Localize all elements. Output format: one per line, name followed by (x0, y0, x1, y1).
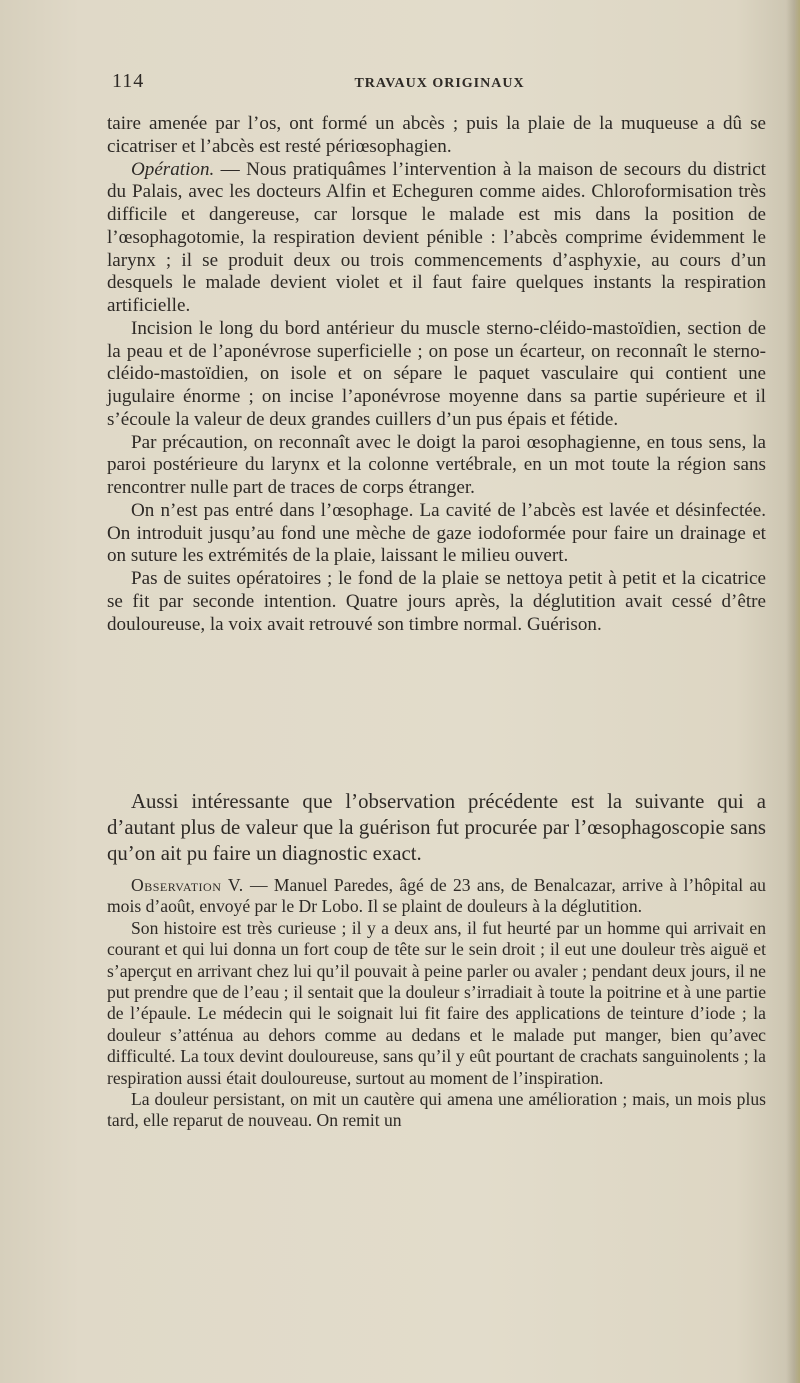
page-edge-shadow (786, 0, 800, 1383)
paragraph: Aussi intéressante que l’observation précédente est la suivante qui a d’autant plus de valeur que la guérison fut procurée par l’œsophagoscopie sans qu’on ait pu faire un diagnostic exact. (107, 790, 766, 865)
paragraph: Son histoire est très curieuse ; il y a deux ans, il fut heurté par un homme qui arrivait en courant et qui lui donna un fort coup de tête sur le sein droit ; il eut une douleur très aiguë et s’aperçut en arrivant chez lui qu’il pouvait à peine parler ou avaler ; pendant deux jours, il ne put prendre que de l’eau ; il sentait que la douleur s’irradiait à toute la poitrine et à une partie de l’épaule. Le médecin qui le soignait lui fit faire des applications de teinture d’iode ; la douleur s’atténua au dehors comme au dedans et le malade put manger, bien qu’avec difficulté. La toux devint douloureuse, sans qu’il y eût pourtant de crachats sanguinolents ; la respiration aussi était douloureuse, surtout au moment de l’inspiration. (107, 917, 766, 1088)
intro-paragraph (107, 789, 766, 867)
paragraph-operation (107, 159, 766, 318)
paragraph: Par précaution, on reconnaît avec le doigt la paroi œsophagienne, en tous sens, la paroi postérieure du larynx et la colonne vertébrale, en un mot toute la région sans rencontrer nulle part de traces de corps étranger. (107, 431, 766, 498)
paragraph: On n’est pas entré dans l’œsophage. La cavité de l’abcès est lavée et désinfectée. On introduit jusqu’au fond une mèche de gaze iodoformée pour faire un drainage et on suture les extrémités de la plaie, laissant le milieu ouvert. (107, 499, 766, 567)
observation-heading: Observation V. (131, 875, 244, 895)
case-continuation (107, 113, 766, 636)
observation-v (107, 875, 766, 1132)
running-head: TRAVAUX ORIGINAUX (354, 76, 525, 91)
operation-heading: Opération. (131, 158, 215, 180)
paragraph: Pas de suites opératoires ; le fond de la plaie se nettoya petit à petit et la cicatrice se fit par seconde intention. Quatre jours après, la déglutition avait cessé d’être douloureuse, la voix avait retrouvé son timbre normal. Guérison. (107, 568, 766, 635)
paragraph: taire amenée par l’os, ont formé un abcès ; puis la plaie de la muqueuse a dû se cicatriser et l’abcès est resté périœsophagien. (107, 113, 766, 157)
paragraph: Incision le long du bord antérieur du muscle sterno-cléido-mastoïdien, section de la peau et de l’aponévrose superficielle ; on pose un écarteur, on reconnaît le sterno-cléido-mastoïdien, on isole et on sépare le paquet vasculaire qui contient une jugulaire énorme ; on incise l’aponévrose moyenne dans sa partie supérieure et il s’écoule la valeur de deux grandes cuillers d’un pus épais et fétide. (107, 317, 766, 430)
page-header (112, 70, 767, 98)
paragraph: La douleur persistant, on mit un cautère qui amena une amélioration ; mais, un mois plus tard, elle reparut de nouveau. On remit un (107, 1089, 766, 1131)
observation-text: — Manuel Paredes, âgé de 23 ans, de Benalcazar, arrive à l’hôpital au mois d’août, envoyé par le Dr Lobo. Il se plaint de douleurs à la déglutition. (107, 875, 766, 917)
page-number: 114 (112, 70, 145, 92)
paragraph-observation (107, 875, 766, 918)
operation-text: — Nous pratiquâmes l’intervention à la maison de secours du district du Palais, avec les docteurs Alfin et Echeguren comme aides. Chloroformisation très difficile et dangereuse, car lorsque le malade est mis dans la position de l’œsophagotomie, la respiration devient pénible : l’abcès comprime évidemment le larynx ; il se produit deux ou trois commencements d’asphyxie, au cours d’un desquels le malade devient violet et il faut faire quelques instants la respiration artificielle. (107, 158, 766, 316)
